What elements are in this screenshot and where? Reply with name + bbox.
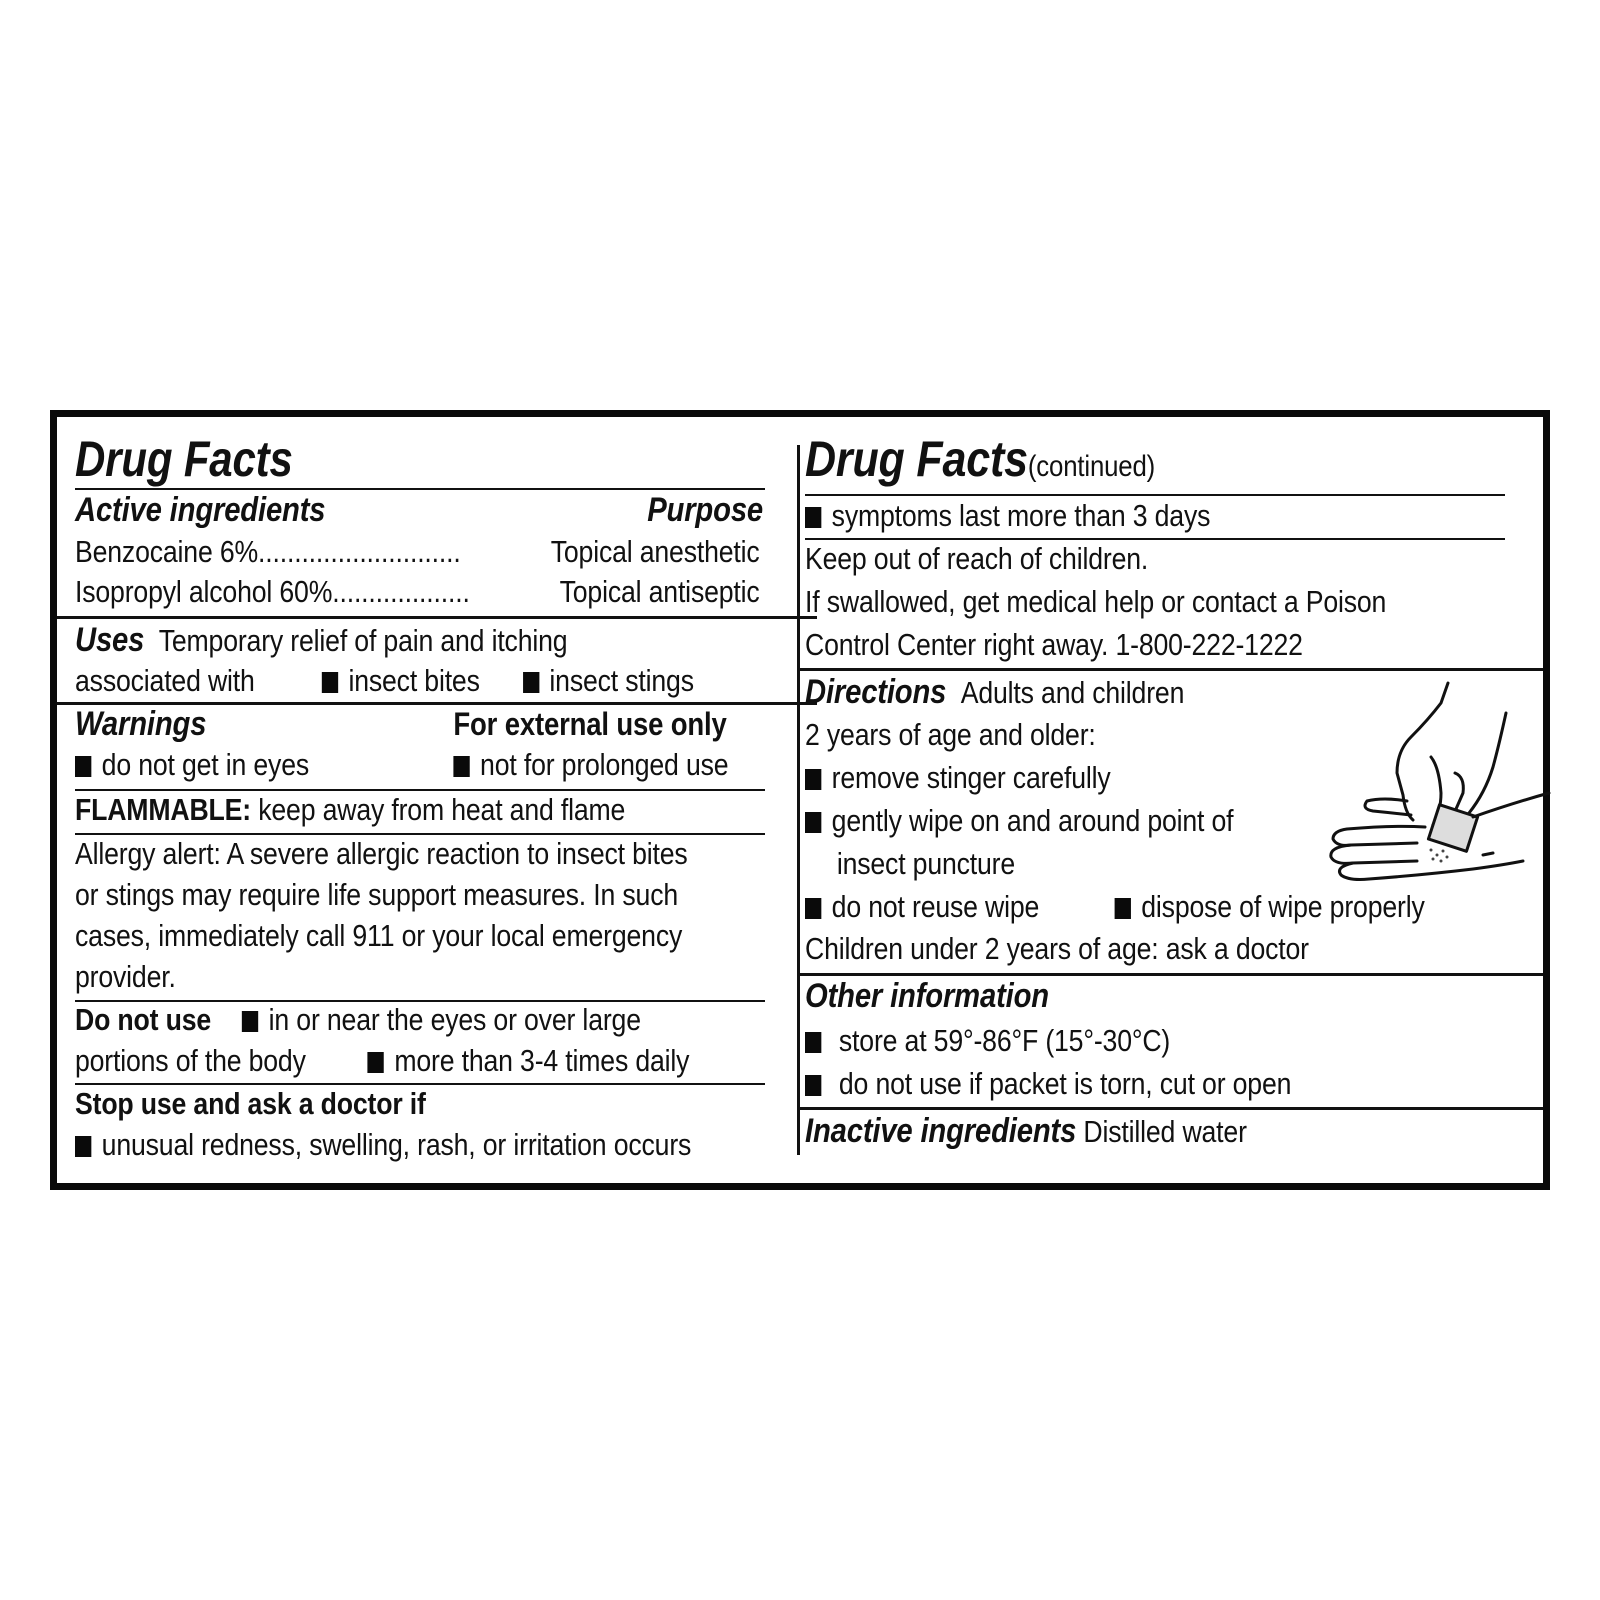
continued-label: (continued) xyxy=(1027,450,1156,483)
ingredient-purpose: Topical anesthetic xyxy=(550,534,760,569)
directions-text: remove stinger carefully xyxy=(831,760,1111,795)
ingredient-name: Isopropyl alcohol 60% xyxy=(75,574,333,609)
bullet-square-icon xyxy=(75,1136,91,1157)
warnings-heading: Warnings xyxy=(75,705,207,743)
do-not-use-text: in or near the eyes or over large xyxy=(268,1002,641,1037)
other-information-heading: Other information xyxy=(805,977,1049,1015)
uses-bullet: insect bites xyxy=(348,663,480,698)
directions-line-2: 2 years of age and older: xyxy=(805,717,1096,752)
directions-continuation: insect puncture xyxy=(836,846,1016,881)
divider xyxy=(805,494,1505,496)
do-not-use-line-2 xyxy=(75,1042,690,1080)
active-ingredients-header xyxy=(75,491,763,529)
drug-facts-continued-title xyxy=(805,431,1422,487)
bullet-square-icon xyxy=(75,756,91,777)
allergy-line: provider. xyxy=(75,959,176,994)
active-ingredients-heading: Active ingredients xyxy=(75,491,326,529)
leader-dots: ............................ xyxy=(258,534,461,569)
bullet-square-icon xyxy=(805,812,821,833)
ingredient-row xyxy=(75,533,760,571)
inactive-ingredients-heading: Inactive ingredients xyxy=(805,1112,1077,1150)
uses-line-2 xyxy=(75,662,694,700)
other-info-text: do not use if packet is torn, cut or open xyxy=(838,1066,1292,1101)
purpose-heading: Purpose xyxy=(647,491,763,529)
bullet-square-icon xyxy=(805,1075,821,1096)
uses-text: associated with xyxy=(75,663,255,698)
bullet-square-icon xyxy=(805,507,821,528)
left-column xyxy=(75,417,787,1183)
bullet-square-icon xyxy=(242,1011,258,1032)
section-divider xyxy=(797,668,1543,671)
ingredient-purpose: Topical antiseptic xyxy=(559,574,760,609)
inactive-ingredients-text: Distilled water xyxy=(1083,1114,1247,1149)
swallowed-line-1: If swallowed, get medical help or contact a Poison xyxy=(805,584,1387,619)
warnings-header xyxy=(75,705,727,744)
uses-bullet: insect stings xyxy=(549,663,694,698)
other-info-text: store at 59°-86°F (15°-30°C) xyxy=(838,1023,1171,1058)
children-under-text: Children under 2 years of age: ask a doctor xyxy=(805,931,1309,966)
swallowed-line-2: Control Center right away. 1-800-222-1222 xyxy=(805,627,1303,662)
section-divider xyxy=(797,1107,1543,1110)
leader-dots: ................... xyxy=(332,574,470,609)
divider xyxy=(75,488,765,490)
section-divider xyxy=(57,616,817,619)
uses-text: Temporary relief of pain and itching xyxy=(158,623,568,658)
do-not-use-bullet: more than 3-4 times daily xyxy=(394,1043,690,1078)
other-info-bullet xyxy=(805,1065,1422,1103)
directions-text: gently wipe on and around point of xyxy=(831,803,1234,838)
ingredient-name: Benzocaine 6% xyxy=(75,534,259,569)
bullet-square-icon xyxy=(805,769,821,790)
flammable-label: FLAMMABLE: xyxy=(75,792,251,827)
other-info-bullet xyxy=(805,1022,1422,1060)
directions-heading: Directions xyxy=(805,673,947,711)
uses-line-1 xyxy=(75,621,687,660)
stop-use-heading: Stop use and ask a doctor if xyxy=(75,1086,426,1121)
bullet-square-icon xyxy=(368,1052,384,1073)
directions-text: dispose of wipe properly xyxy=(1141,889,1425,924)
ingredient-row xyxy=(75,573,760,611)
flammable-line xyxy=(75,791,687,829)
do-not-use-line-1 xyxy=(75,1001,687,1039)
allergy-line: cases, immediately call 911 or your local emergency xyxy=(75,918,683,953)
bullet-square-icon xyxy=(523,672,539,693)
external-use-label: For external use only xyxy=(453,706,727,742)
do-not-use-text: portions of the body xyxy=(75,1043,306,1078)
flammable-text: keep away from heat and flame xyxy=(258,792,626,827)
do-not-use-label: Do not use xyxy=(75,1002,212,1037)
directions-bullet-row xyxy=(805,888,1425,926)
bullet-square-icon xyxy=(453,756,469,777)
bullet-square-icon xyxy=(1115,898,1131,919)
column-divider xyxy=(797,445,800,1155)
drug-facts-title: Drug Facts xyxy=(75,431,293,487)
bullet-square-icon xyxy=(805,898,821,919)
allergy-line: or stings may require life support measures. In such xyxy=(75,877,679,912)
stop-use-bullet xyxy=(805,497,1422,535)
inactive-ingredients-line xyxy=(805,1112,1422,1151)
drug-facts-panel xyxy=(50,410,1550,1190)
right-column xyxy=(805,417,1523,1183)
allergy-line: Allergy alert: A severe allergic reaction to insect bites xyxy=(75,836,688,871)
stop-use-text: symptoms last more than 3 days xyxy=(831,498,1211,533)
directions-intro: Adults and children xyxy=(960,675,1185,710)
section-divider xyxy=(797,973,1543,976)
title-text: Drug Facts xyxy=(805,431,1028,487)
warnings-bullets xyxy=(75,746,729,784)
bullet-square-icon xyxy=(322,672,338,693)
uses-heading: Uses xyxy=(75,621,145,659)
keep-out-text: Keep out of reach of children. xyxy=(805,541,1149,576)
stop-use-text: unusual redness, swelling, rash, or irritation occurs xyxy=(101,1127,692,1162)
directions-text: do not reuse wipe xyxy=(831,889,1040,924)
warning-bullet: not for prolonged use xyxy=(480,747,729,782)
stop-use-bullet xyxy=(75,1126,692,1164)
bullet-square-icon xyxy=(805,1032,821,1053)
warning-bullet: do not get in eyes xyxy=(101,747,310,782)
hand-wiping-illustration-icon xyxy=(1313,675,1553,885)
